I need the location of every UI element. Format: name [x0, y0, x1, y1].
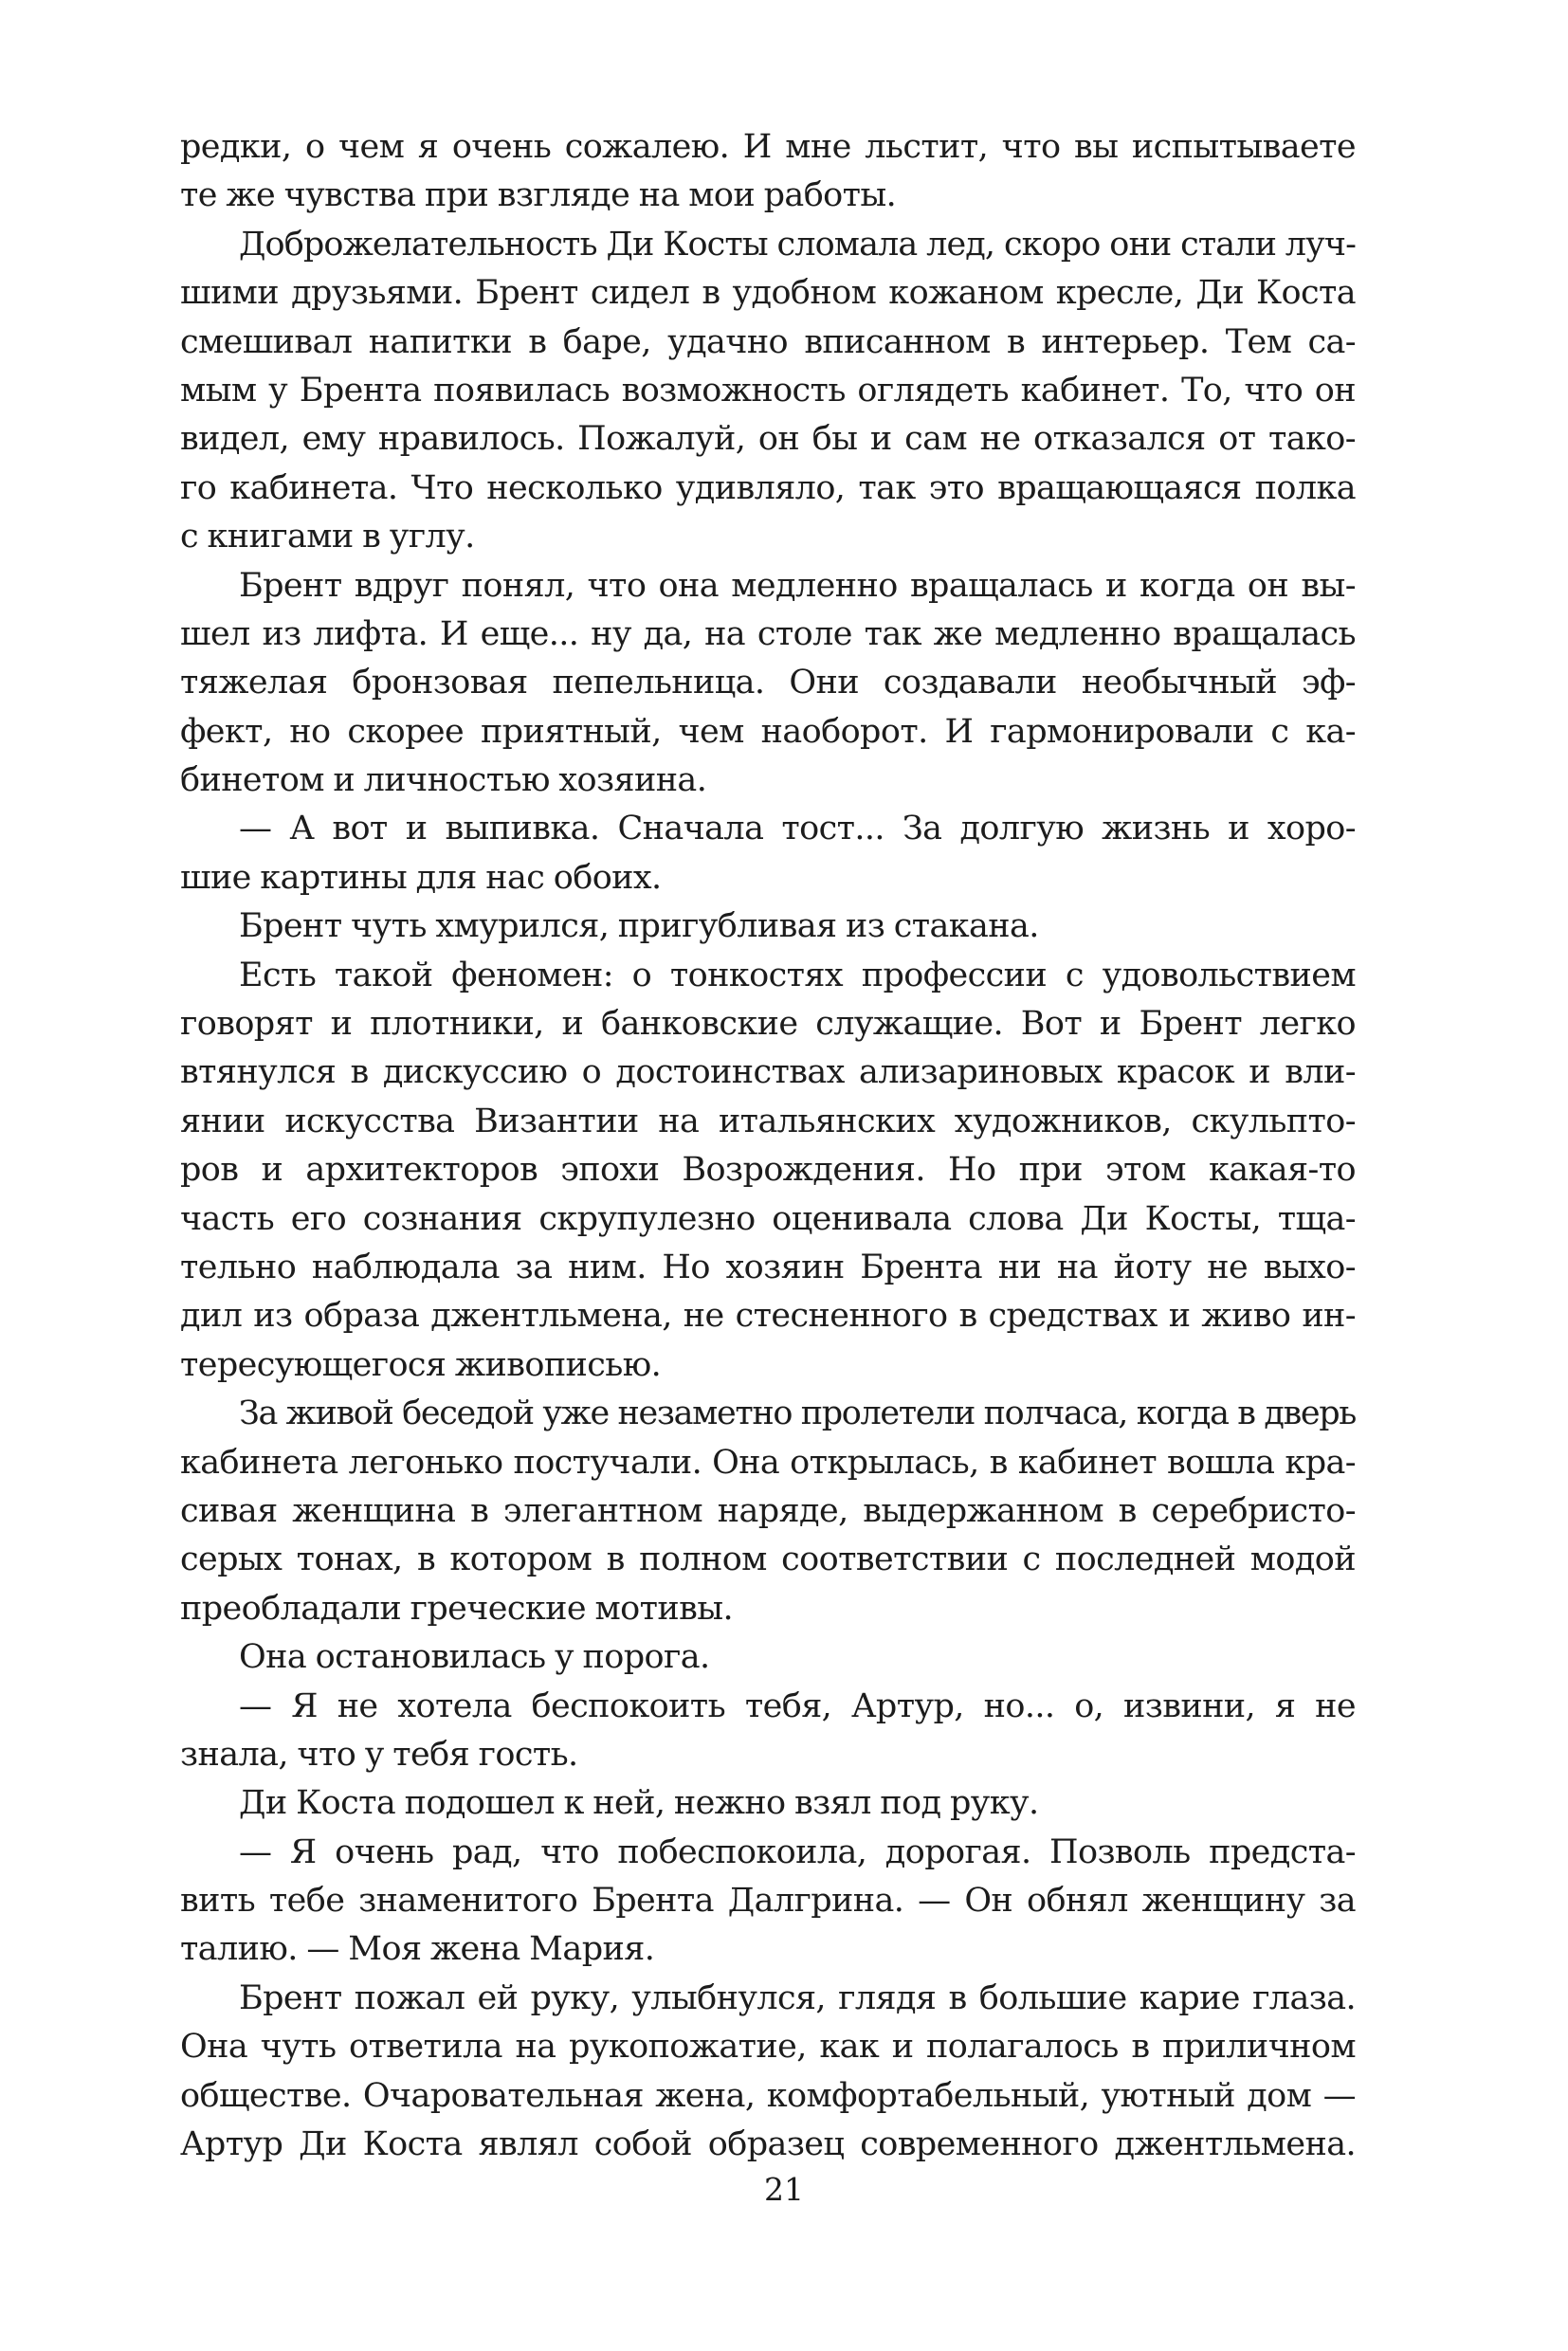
text-line: Брент чуть хмурился, пригубливая из стакана.: [239, 907, 1039, 946]
text-line: обществе. Очаровательная жена, комфортабельный, уютный дом —: [180, 2076, 1356, 2115]
text-line: — Я очень рад, что побеспокоила, дорогая. Позволь предста-: [239, 1832, 1356, 1871]
text-line: видел, ему нравилось. Пожалуй, он бы и сам не отказался от тако-: [180, 420, 1356, 459]
text-line: вить тебе знаменитого Брента Далгрина. — Он обнял женщину за: [180, 1882, 1356, 1921]
text-line: Она чуть ответила на рукопожатие, как и полагалось в приличном: [180, 2028, 1356, 2067]
text-line: — Я не хотела беспокоить тебя, Артур, но... о, извини, я не: [239, 1686, 1356, 1725]
text-line: го кабинета. Что несколько удивляло, так это вращающаяся полка: [180, 468, 1356, 507]
text-line: шие картины для нас обоих.: [180, 858, 662, 897]
text-line: Артур Ди Коста являл собой образец современного джентльмена.: [180, 2125, 1356, 2164]
text-line: шими друзьями. Брент сидел в удобном кожаном кресле, Ди Коста: [180, 274, 1356, 313]
text-line: ров и архитекторов эпохи Возрождения. Но при этом какая-то: [180, 1151, 1356, 1190]
text-line: те же чувства при взгляде на мои работы.: [180, 176, 897, 215]
text-line: сивая женщина в элегантном наряде, выдержанном в серебристо-: [180, 1491, 1356, 1530]
text-line: мым у Брента появилась возможность оглядеть кабинет. То, что он: [180, 371, 1356, 410]
body-text: [180, 123, 1356, 2169]
text-line: знала, что у тебя гость.: [180, 1735, 578, 1774]
text-line: серых тонах, в котором в полном соответствии с последней модой: [180, 1540, 1356, 1579]
text-line: янии искусства Византии на итальянских художников, скульпто-: [180, 1102, 1356, 1140]
text-line: тельно наблюдала за ним. Но хозяин Брента ни на йоту не выхо-: [180, 1248, 1356, 1286]
text-line: Брент пожал ей руку, улыбнулся, глядя в большие карие глаза.: [239, 1978, 1356, 2017]
text-line: талию. — Моя жена Мария.: [180, 1930, 655, 1969]
text-line: дил из образа джентльмена, не стесненного в средствах и живо ин-: [180, 1297, 1356, 1336]
text-line: бинетом и личностью хозяина.: [180, 761, 707, 800]
text-line: кабинета легонько постучали. Она открылась, в кабинет вошла кра-: [180, 1443, 1356, 1482]
page-number: 21: [764, 2171, 804, 2208]
text-line: преобладали греческие мотивы.: [180, 1589, 734, 1628]
text-line: с книгами в углу.: [180, 518, 475, 556]
text-line: Она остановилась у порога.: [239, 1638, 710, 1677]
text-line: шел из лифта. И еще... ну да, на столе так же медленно вращалась: [180, 614, 1356, 653]
text-line: — А вот и выпивка. Сначала тост... За долгую жизнь и хоро-: [239, 810, 1356, 848]
text-line: Доброжелательность Ди Косты сломала лед, скоро они стали луч-: [239, 225, 1356, 264]
text-line: тересующегося живописью.: [180, 1345, 662, 1384]
text-line: Есть такой феномен: о тонкостях профессии с удовольствием: [239, 956, 1356, 994]
text-line: фект, но скорее приятный, чем наоборот. И гармонировали с ка-: [180, 712, 1356, 751]
text-line: Брент вдруг понял, что она медленно вращалась и когда он вы-: [239, 566, 1356, 605]
text-line: редки, о чем я очень сожалею. И мне льстит, что вы испытываете: [180, 128, 1356, 166]
text-line: смешивал напитки в баре, удачно вписанном в интерьер. Тем са-: [180, 322, 1356, 361]
text-line: Ди Коста подошел к ней, нежно взял под руку.: [239, 1784, 1039, 1823]
text-line: часть его сознания скрупулезно оценивала слова Ди Косты, тща-: [180, 1199, 1356, 1238]
text-line: втянулся в дискуссию о достоинствах ализариновых красок и вли-: [180, 1053, 1356, 1092]
text-line: тяжелая бронзовая пепельница. Они создавали необычный эф-: [180, 664, 1356, 702]
text-line: За живой беседой уже незаметно пролетели полчаса, когда в дверь: [239, 1394, 1356, 1433]
text-line: говорят и плотники, и банковские служащие. Вот и Брент легко: [180, 1005, 1356, 1044]
